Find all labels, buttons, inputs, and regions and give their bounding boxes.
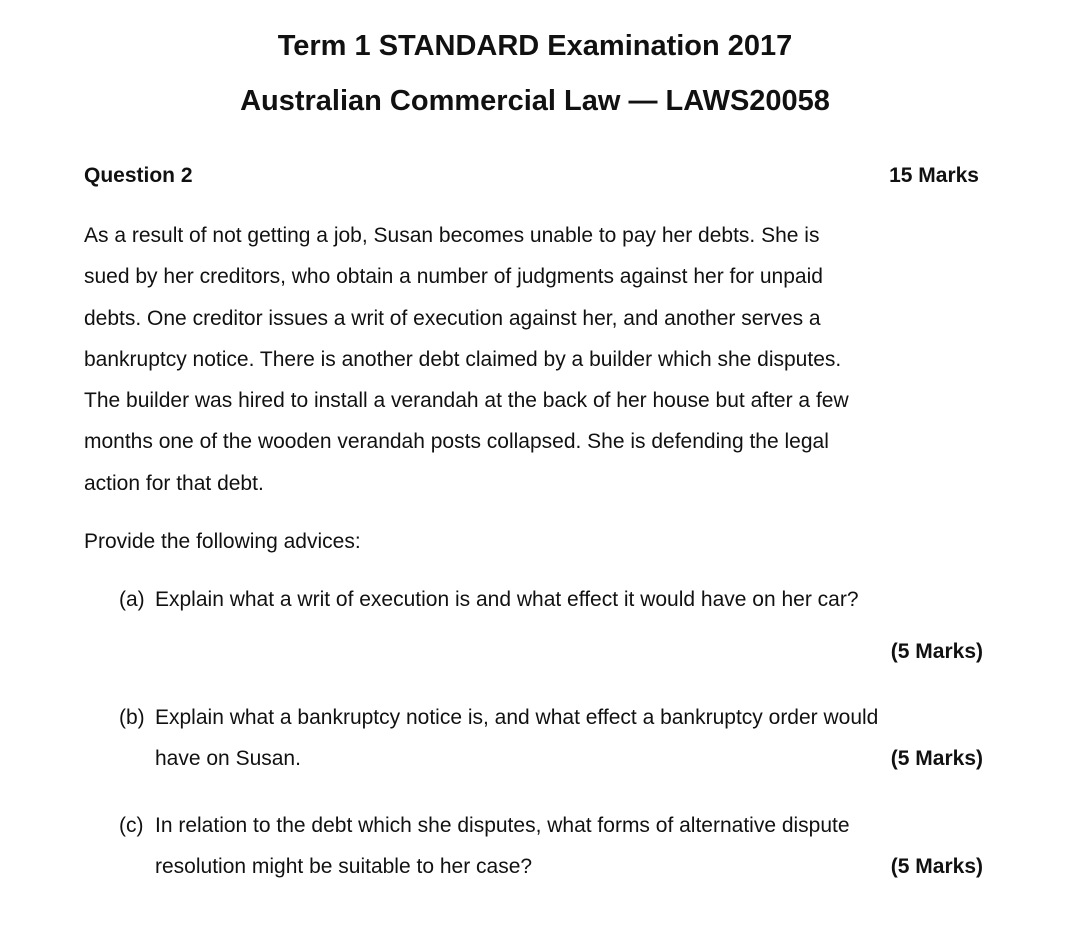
part-c-marks: (5 Marks) <box>890 855 983 878</box>
part-b-label: (b) <box>119 706 145 729</box>
scenario-line: The builder was hired to install a verandah at the back of her house but after a few <box>84 389 849 413</box>
part-a-line <box>119 585 983 626</box>
question-label: Question 2 <box>84 164 193 187</box>
part-a-text: Explain what a writ of execution is and what effect it would have on her car? <box>155 588 859 611</box>
part-c-text: In relation to the debt which she disputes, what forms of alternative dispute <box>155 814 850 837</box>
scenario-paragraph <box>84 219 984 508</box>
part-b-line <box>119 703 983 744</box>
scenario-line: months one of the wooden verandah posts collapsed. She is defending the legal <box>84 430 829 454</box>
part-a-label: (a) <box>119 588 145 611</box>
question-marks: 15 Marks <box>889 164 979 187</box>
question-header <box>84 164 979 188</box>
scenario-line: debts. One creditor issues a writ of execution against her, and another serves a <box>84 306 821 330</box>
part-b-text-2: have on Susan. <box>155 747 301 770</box>
scenario-line: As a result of not getting a job, Susan becomes unable to pay her debts. She is <box>84 224 820 247</box>
scenario-line: bankruptcy notice. There is another debt claimed by a builder which she disputes. <box>84 347 842 371</box>
scenario-line: sued by her creditors, who obtain a number of judgments against her for unpaid <box>84 265 823 289</box>
part-b-line-2 <box>119 744 983 785</box>
part-c-text-2: resolution might be suitable to her case? <box>155 855 533 878</box>
course-title: Australian Commercial Law — LAWS20058 <box>240 85 830 117</box>
part-b-marks: (5 Marks) <box>890 747 983 770</box>
exam-title: Term 1 STANDARD Examination 2017 <box>277 30 793 62</box>
part-b-text: Explain what a bankruptcy notice is, and what effect a bankruptcy order would <box>155 706 879 729</box>
part-c-line <box>119 811 983 852</box>
part-a-marks: (5 Marks) <box>890 640 983 663</box>
part-b <box>119 703 983 785</box>
instructions: Provide the following advices: <box>84 530 361 553</box>
part-c-label: (c) <box>119 814 144 837</box>
part-c-line-2 <box>119 852 983 893</box>
scenario-line: action for that debt. <box>84 471 264 495</box>
part-a <box>119 585 983 667</box>
part-c <box>119 811 983 893</box>
